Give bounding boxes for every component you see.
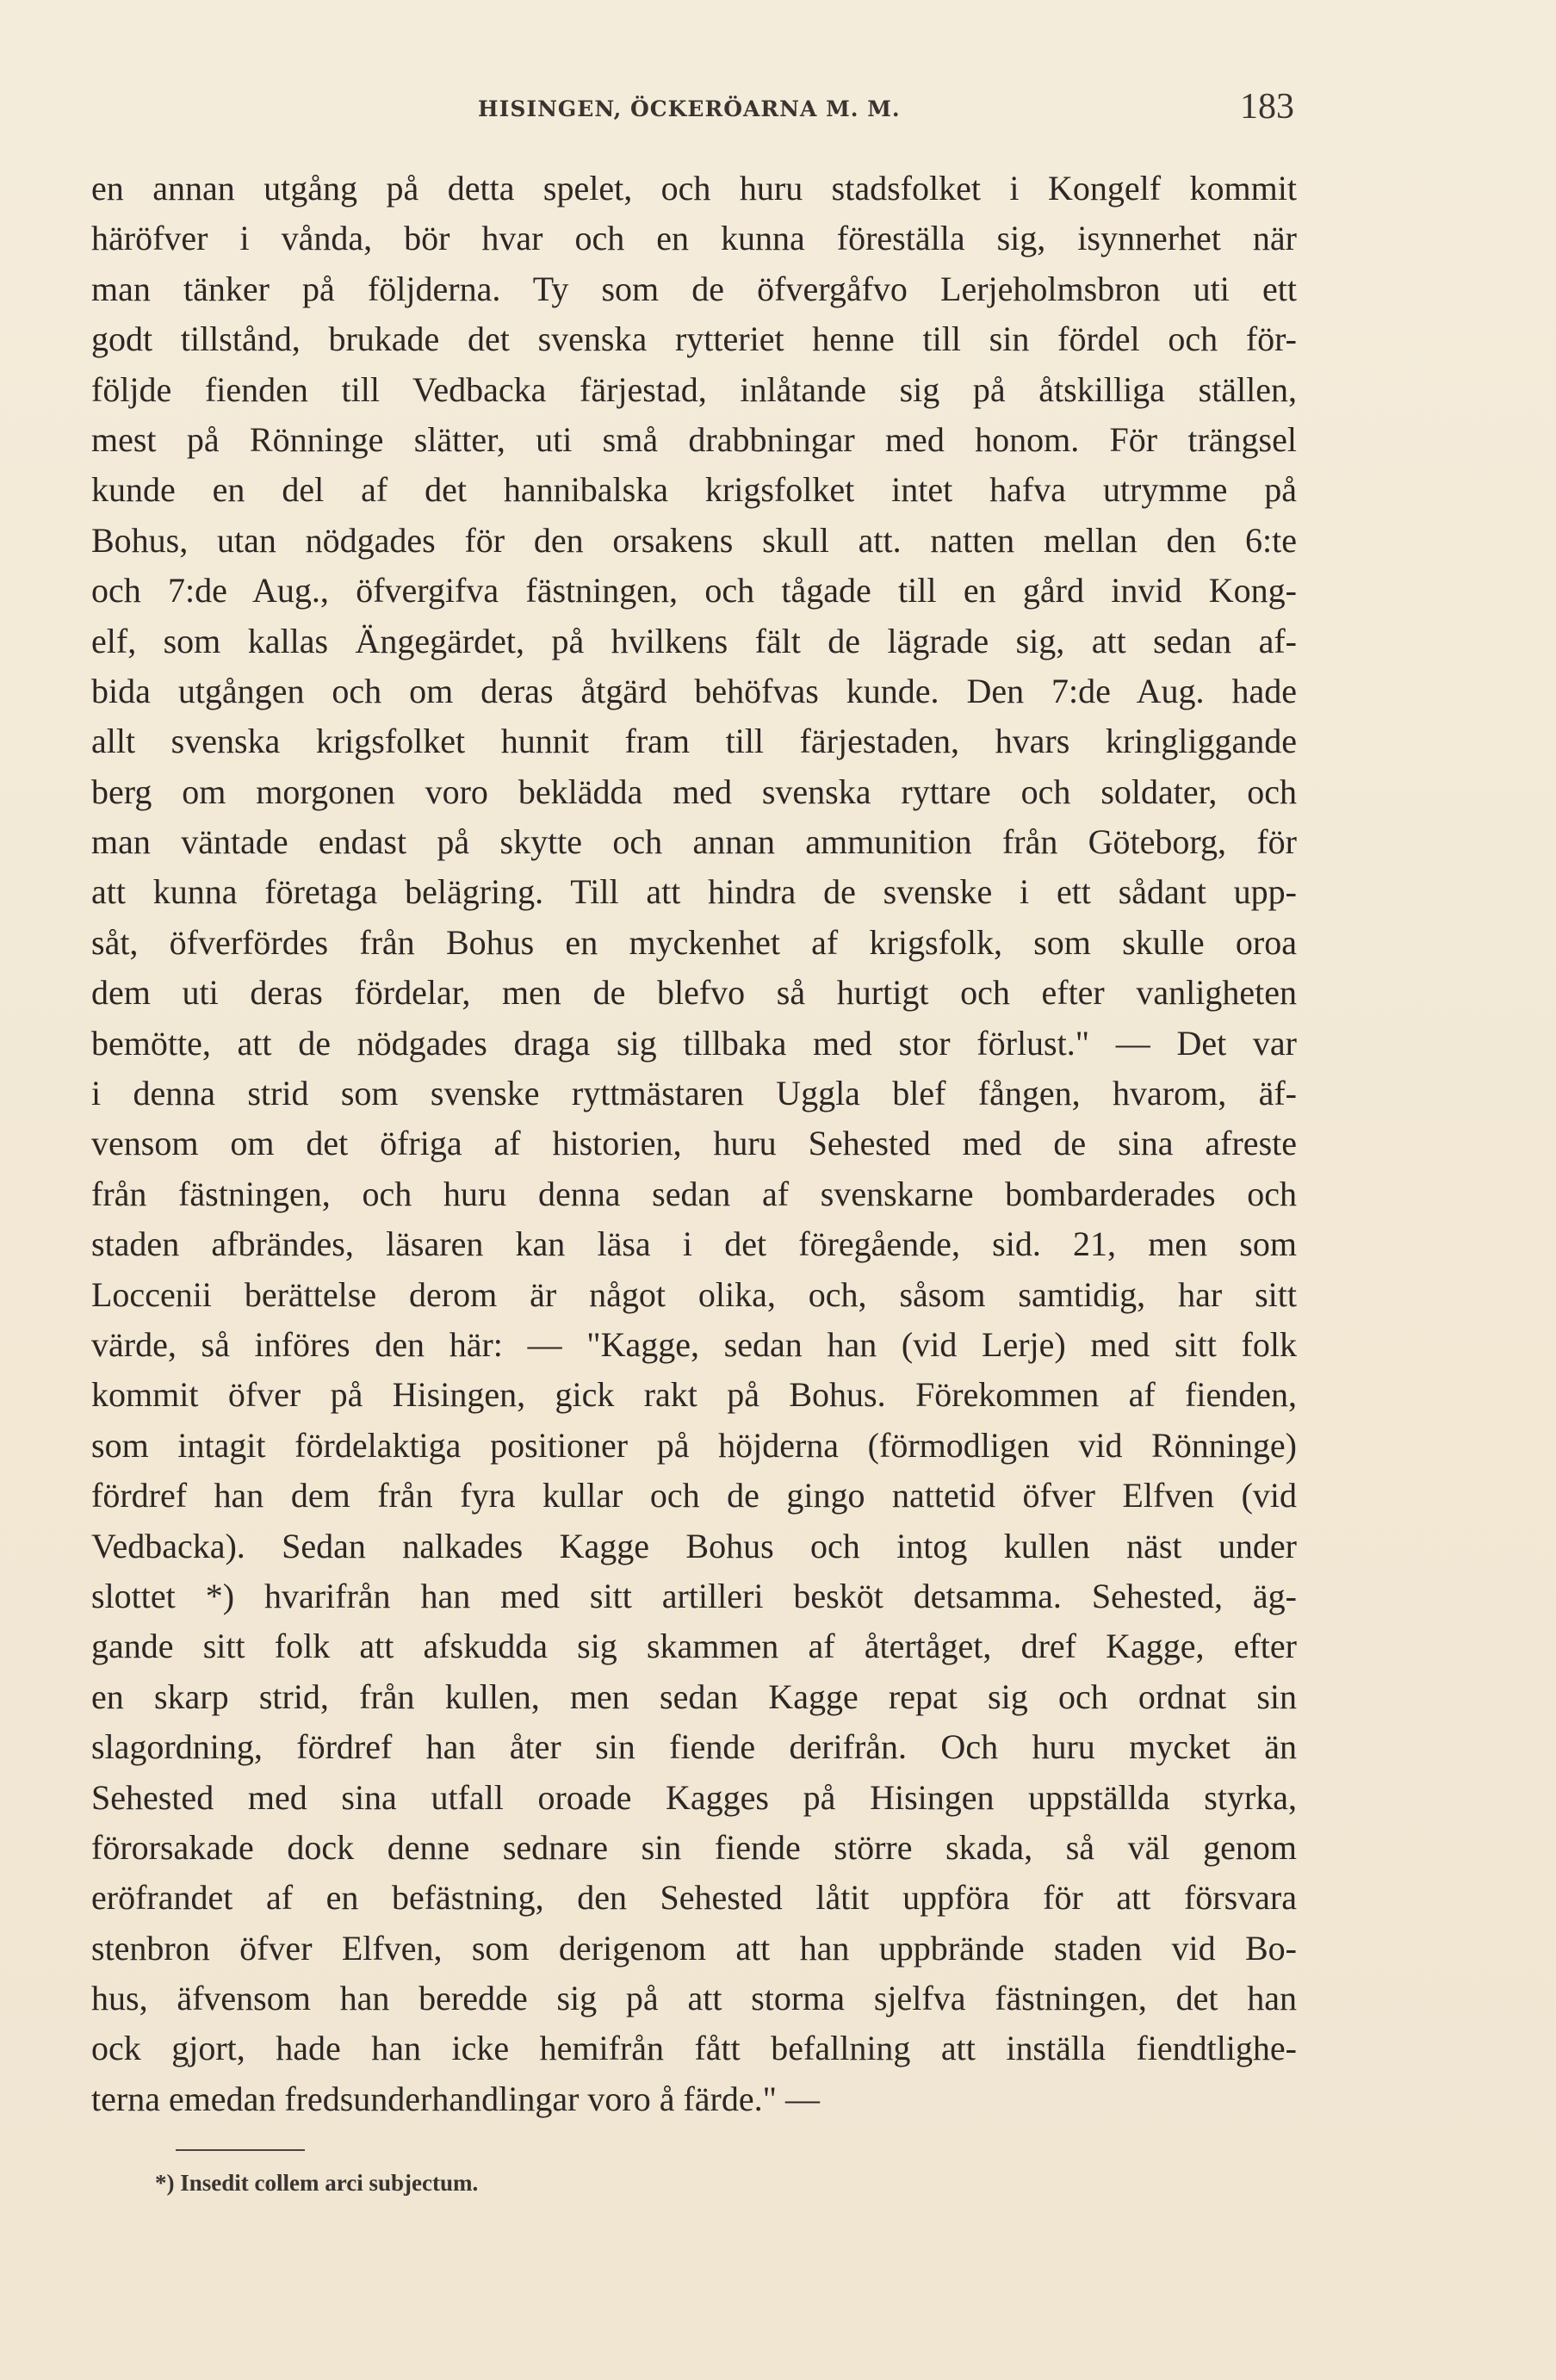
- footnote: [155, 2170, 478, 2197]
- text-line: eröfrandet af en befästning, den Sehested låtit uppföra för att försvara: [91, 1878, 1297, 1918]
- text-line: att kunna företaga belägring. Till att hindra de svenske i ett sådant upp-: [91, 872, 1297, 912]
- text-line: vensom om det öfriga af historien, huru Sehested med de sina afreste: [91, 1124, 1297, 1163]
- body-text: [91, 164, 1297, 2124]
- text-line: fördref han dem från fyra kullar och de gingo nattetid öfver Elfven (vid: [91, 1476, 1297, 1515]
- text-line: elf, som kallas Ängegärdet, på hvilkens fält de lägrade sig, att sedan af-: [91, 621, 1297, 660]
- text-line: dem uti deras fördelar, men de blefvo så hurtigt och efter vanligheten: [91, 973, 1297, 1013]
- text-line: hus, äfvensom han beredde sig på att storma sjelfva fästningen, det han: [91, 1979, 1297, 2018]
- text-line: följde fienden till Vedbacka färjestad, inlåtande sig på åtskilliga ställen,: [91, 369, 1297, 409]
- text-line: slottet *) hvarifrån han med sitt artilleri besköt detsamma. Sehested, äg-: [91, 1576, 1297, 1615]
- text-line: i denna strid som svenske ryttmästaren Uggla blef fången, hvarom, äf-: [91, 1074, 1297, 1113]
- text-line: kommit öfver på Hisingen, gick rakt på Bohus. Förekommen af fienden,: [91, 1375, 1297, 1415]
- text-line: Loccenii berättelse derom är något olika, och, såsom samtidig, har sitt: [91, 1274, 1297, 1314]
- text-line: häröfver i vånda, bör hvar och en kunna föreställa sig, isynnerhet när: [91, 219, 1297, 258]
- text-line: man väntade endast på skytte och annan ammunition från Göteborg, för: [91, 822, 1297, 862]
- text-line: från fästningen, och huru denna sedan af svenskarne bombarderades och: [91, 1174, 1297, 1213]
- text-line: slagordning, fördref han åter sin fiende derifrån. Och huru mycket än: [91, 1727, 1297, 1767]
- page-number: 183: [1240, 87, 1294, 127]
- text-line: berg om morgonen voro beklädda med svenska ryttare och soldater, och: [91, 772, 1297, 811]
- text-line: bemötte, att de nödgades draga sig tillbaka med stor förlust." — Det var: [91, 1023, 1297, 1063]
- text-line: värde, så införes den här: — "Kagge, sedan han (vid Lerje) med sitt folk: [91, 1324, 1297, 1364]
- text-line: såt, öfverfördes från Bohus en myckenhet af krigsfolk, som skulle oroa: [91, 922, 1297, 962]
- text-line: man tänker på följderna. Ty som de öfvergåfvo Lerjeholmsbron uti ett: [91, 269, 1297, 308]
- footnote-marker: *): [155, 2170, 175, 2196]
- text-line: som intagit fördelaktiga positioner på höjderna (förmodligen vid Rönninge): [91, 1425, 1297, 1465]
- text-line: mest på Rönninge slätter, uti små drabbningar med honom. För trängsel: [91, 419, 1297, 459]
- text-line: en annan utgång på detta spelet, och huru stadsfolket i Kongelf kommit: [91, 169, 1297, 208]
- text-line: staden afbrändes, läsaren kan läsa i det föregående, sid. 21, men som: [91, 1224, 1297, 1264]
- text-line: godt tillstånd, brukade det svenska rytteriet henne till sin fördel och för-: [91, 319, 1297, 359]
- text-line: kunde en del af det hannibalska krigsfolket intet hafva utrymme på: [91, 470, 1297, 510]
- footnote-rule: [176, 2149, 305, 2151]
- text-line: en skarp strid, från kullen, men sedan Kagge repat sig och ordnat sin: [91, 1677, 1297, 1716]
- text-line: Sehested med sina utfall oroade Kagges på Hisingen uppställda styrka,: [91, 1777, 1297, 1817]
- text-line: gande sitt folk att afskudda sig skammen af återtåget, dref Kagge, efter: [91, 1627, 1297, 1666]
- text-line: förorsakade dock denne sednare sin fiende större skada, så väl genom: [91, 1827, 1297, 1867]
- footnote-text: Insedit collem arci subjectum.: [180, 2170, 479, 2196]
- text-line: Vedbacka). Sedan nalkades Kagge Bohus och intog kullen näst under: [91, 1526, 1297, 1565]
- text-line: allt svenska krigsfolket hunnit fram till färjestaden, hvars kringliggande: [91, 722, 1297, 761]
- text-line: Bohus, utan nödgades för den orsakens skull att. natten mellan den 6:te: [91, 520, 1297, 560]
- text-line: bida utgången och om deras åtgärd behöfvas kunde. Den 7:de Aug. hade: [91, 671, 1297, 710]
- text-line: och 7:de Aug., öfvergifva fästningen, och tågade till en gård invid Kong-: [91, 571, 1297, 610]
- text-line: ock gjort, hade han icke hemifrån fått befallning att inställa fiendtlighe-: [91, 2029, 1297, 2068]
- running-head: HISINGEN, ÖCKERÖARNA M. M.: [478, 96, 901, 121]
- text-line: stenbron öfver Elfven, som derigenom att han uppbrände staden vid Bo-: [91, 1928, 1297, 1968]
- text-line: terna emedan fredsunderhandlingar voro å färde." —: [91, 2079, 820, 2118]
